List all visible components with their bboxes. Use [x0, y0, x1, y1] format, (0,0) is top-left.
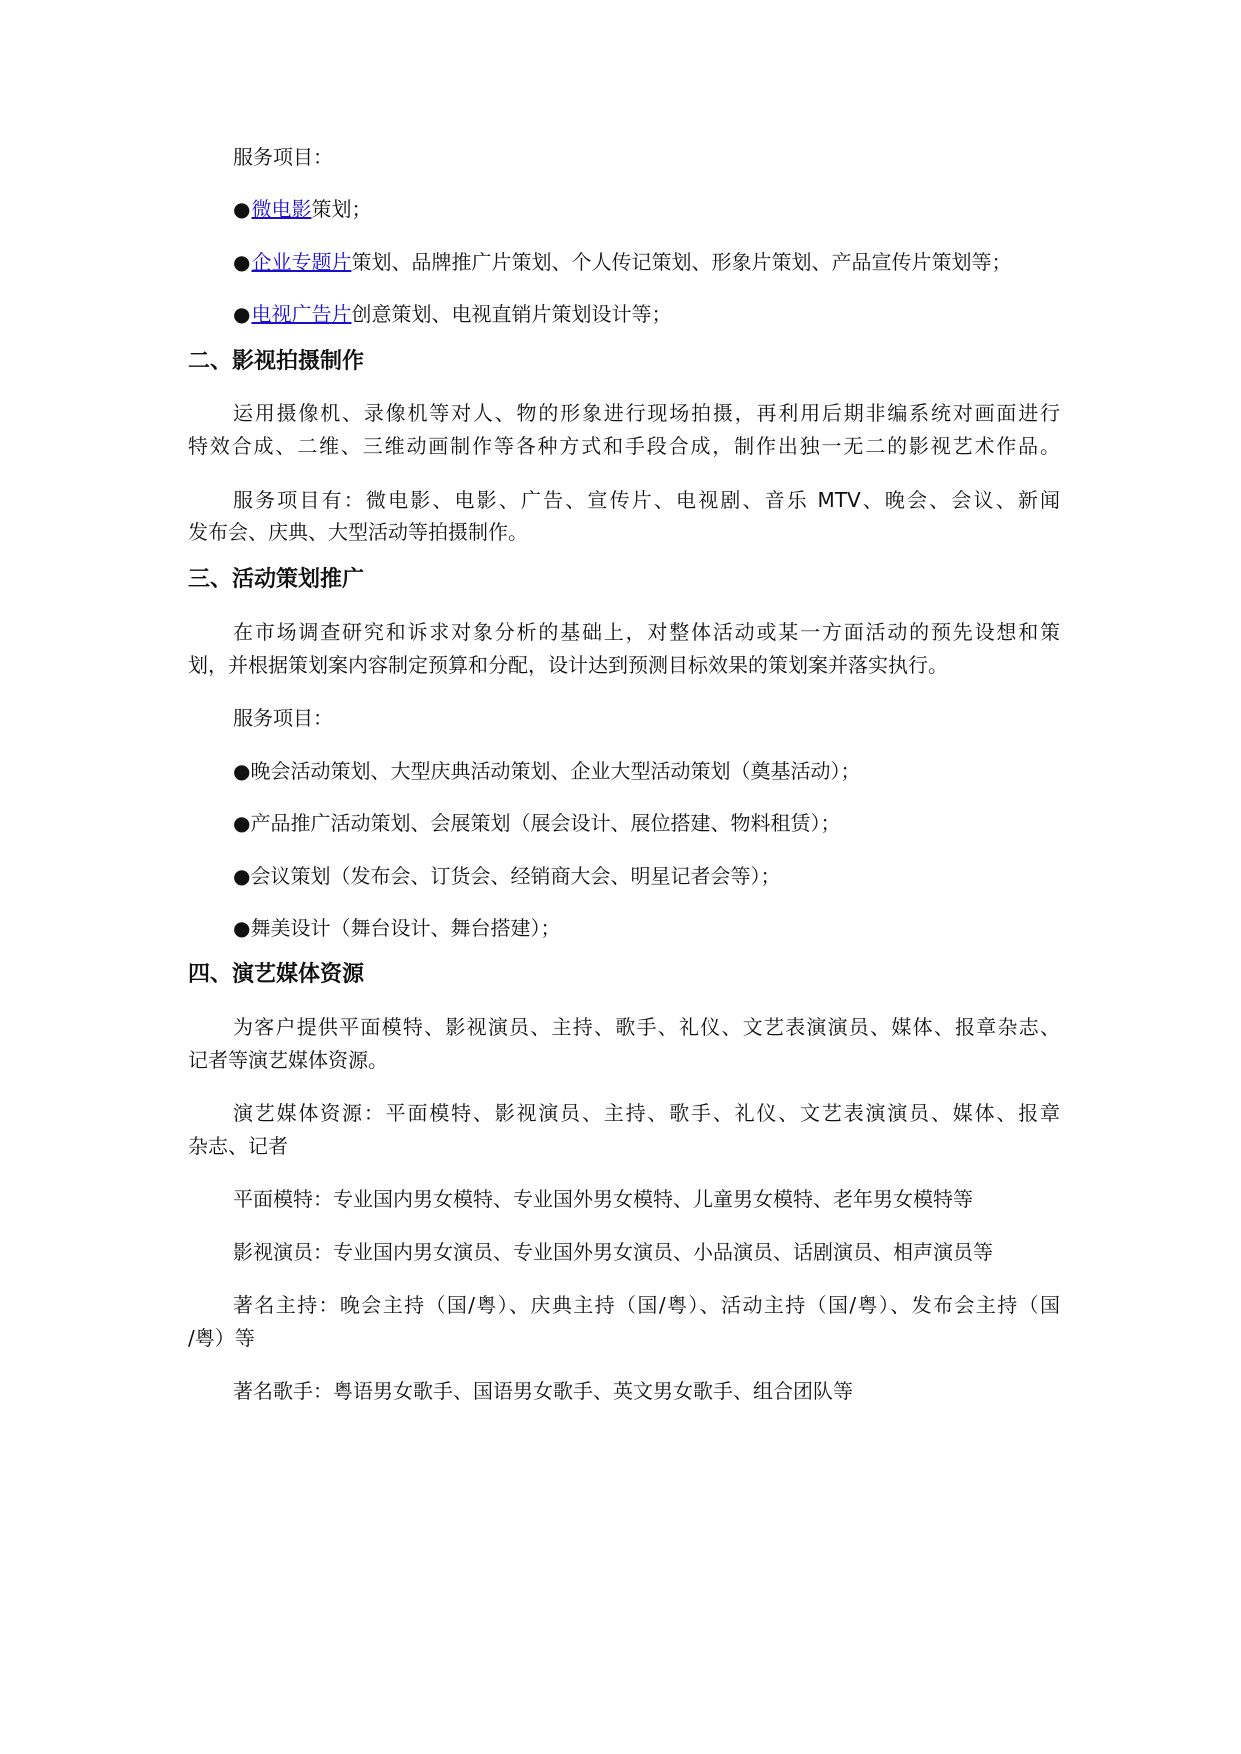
paragraph-line: /粤）等 — [188, 1326, 255, 1350]
paragraph-line: 特效合成、二维、三维动画制作等各种方式和手段合成，制作出独一无二的影视艺术作品。 — [188, 434, 1060, 458]
paragraph-line: 影视演员：专业国内男女演员、专业国外男女演员、小品演员、话剧演员、相声演员等 — [233, 1240, 993, 1264]
section-heading-film-production: 二、影视拍摄制作 — [188, 349, 365, 374]
paragraph-line: 杂志、记者 — [188, 1134, 288, 1158]
list-item-text: 策划、品牌推广片策划、个人传记策划、形象片策划、产品宣传片策划等； — [351, 250, 1012, 274]
services-label: 服务项目： — [233, 145, 333, 169]
paragraph-line: 演艺媒体资源：平面模特、影视演员、主持、歌手、礼仪、文艺表演演员、媒体、报章 — [233, 1101, 1060, 1125]
paragraph-line: 平面模特：专业国内男女模特、专业国外男女模特、儿童男女模特、老年男女模特等 — [233, 1187, 973, 1211]
paragraph-line: 记者等演艺媒体资源。 — [188, 1048, 388, 1072]
paragraph-line: 发布会、庆典、大型活动等拍摄制作。 — [188, 520, 528, 544]
list-item: ●产品推广活动策划、会展策划（展会设计、展位搭建、物料租赁）； — [233, 811, 841, 835]
paragraph-line: 服务项目有：微电影、电影、广告、宣传片、电视剧、音乐 MTV、晚会、会议、新闻 — [233, 488, 1060, 512]
paragraph-line: 划，并根据策划案内容制定预算和分配，设计达到预测目标效果的策划案并落实执行。 — [188, 653, 948, 677]
list-item — [233, 302, 671, 326]
section-heading-event-planning: 三、活动策划推广 — [188, 567, 365, 592]
paragraph-line: 为客户提供平面模特、影视演员、主持、歌手、礼仪、文艺表演演员、媒体、报章杂志、 — [233, 1015, 1060, 1039]
section-heading-media-resources: 四、演艺媒体资源 — [188, 962, 365, 987]
paragraph-line: 在市场调查研究和诉求对象分析的基础上，对整体活动或某一方面活动的预先设想和策 — [233, 620, 1060, 644]
paragraph-line: 著名歌手：粤语男女歌手、国语男女歌手、英文男女歌手、组合团队等 — [233, 1379, 853, 1403]
list-item — [233, 250, 1011, 274]
list-item: ●晚会活动策划、大型庆典活动策划、企业大型活动策划（奠基活动）； — [233, 759, 861, 783]
micro-film-link[interactable]: 微电影 — [251, 197, 312, 221]
list-item: ●舞美设计（舞台设计、舞台搭建）； — [233, 916, 561, 940]
paragraph-line: 运用摄像机、录像机等对人、物的形象进行现场拍摄，再利用后期非编系统对画面进行 — [233, 401, 1060, 425]
bullet-icon: ● — [233, 197, 251, 221]
list-item-text: 创意策划、电视直销片策划设计等； — [351, 302, 672, 326]
corporate-film-link[interactable]: 企业专题片 — [251, 250, 352, 274]
list-item: ●会议策划（发布会、订货会、经销商大会、明星记者会等）； — [233, 864, 781, 888]
list-item — [233, 197, 371, 221]
bullet-icon: ● — [233, 302, 251, 326]
services-label: 服务项目： — [233, 706, 333, 730]
paragraph-line: 著名主持：晚会主持（国/粤）、庆典主持（国/粤）、活动主持（国/粤）、发布会主持（国 — [233, 1293, 1060, 1317]
bullet-icon: ● — [233, 250, 251, 274]
list-item-text: 策划； — [311, 197, 372, 221]
tv-ad-link[interactable]: 电视广告片 — [251, 302, 352, 326]
